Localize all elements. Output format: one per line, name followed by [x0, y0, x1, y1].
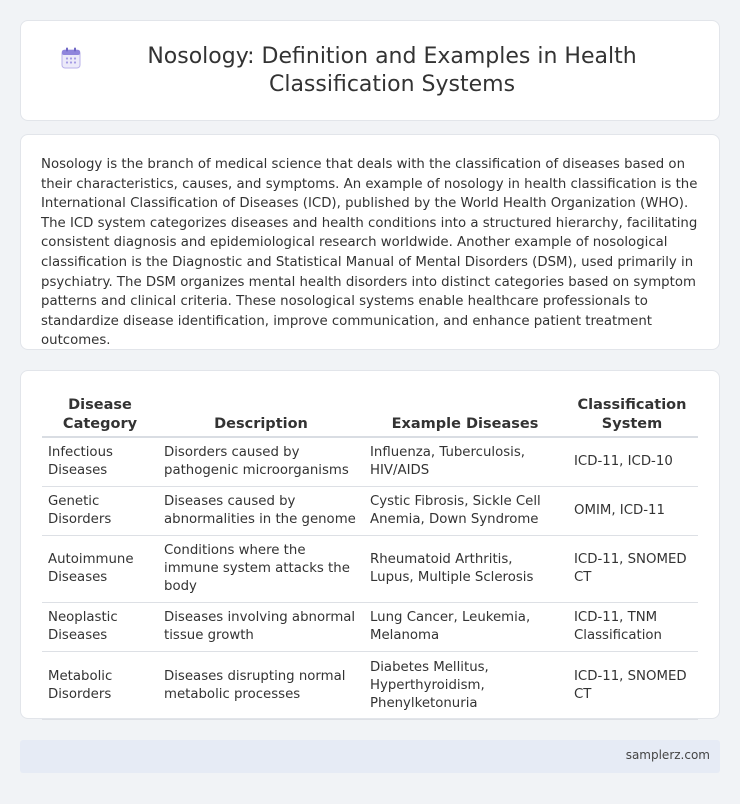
table-header-row: [42, 390, 698, 438]
cell-category: Metabolic Disorders: [42, 652, 158, 720]
title-card: [20, 20, 720, 121]
cell-examples: Influenza, Tuberculosis, HIV/AIDS: [364, 438, 566, 487]
cell-system: ICD-11, ICD-10: [566, 438, 698, 487]
header-example-diseases: Example Diseases: [364, 390, 566, 438]
table-row: [42, 603, 698, 652]
table-row: [42, 536, 698, 603]
cell-examples: Lung Cancer, Leukemia, Melanoma: [364, 603, 566, 652]
cell-category: Genetic Disorders: [42, 487, 158, 536]
cell-description: Diseases caused by abnormalities in the genome: [158, 487, 364, 536]
header-disease-category: Disease Category: [42, 390, 158, 438]
table-card: [20, 370, 720, 719]
cell-system: OMIM, ICD-11: [566, 487, 698, 536]
cell-system: ICD-11, TNM Classification: [566, 603, 698, 652]
footer: [20, 740, 720, 773]
table-row: [42, 652, 698, 720]
table-row: [42, 438, 698, 487]
cell-description: Disorders caused by pathogenic microorganisms: [158, 438, 364, 487]
table-row: [42, 487, 698, 536]
cell-system: ICD-11, SNOMED CT: [566, 652, 698, 720]
cell-description: Conditions where the immune system attacks the body: [158, 536, 364, 603]
intro-card: [20, 134, 720, 350]
cell-examples: Cystic Fibrosis, Sickle Cell Anemia, Down Syndrome: [364, 487, 566, 536]
cell-examples: Diabetes Mellitus, Hyperthyroidism, Phenylketonuria: [364, 652, 566, 720]
cell-examples: Rheumatoid Arthritis, Lupus, Multiple Sclerosis: [364, 536, 566, 603]
classification-table: [42, 390, 698, 720]
footer-site-link[interactable]: samplerz.com: [625, 748, 710, 762]
cell-system: ICD-11, SNOMED CT: [566, 536, 698, 603]
calendar-icon: [61, 47, 81, 69]
intro-paragraph: Nosology is the branch of medical science that deals with the classification of diseases based on their characteristics, causes, and symptoms. An example of nosology in health classification is the International Classification of Diseases (ICD), published by the World Health Organization (WHO). The ICD system categorizes diseases and health conditions into a structured hierarchy, facilitating consistent diagnosis and epidemiological research worldwide. Another example of nosological classification is the Diagnostic and Statistical Manual of Mental Disorders (DSM), used primarily in psychiatry. The DSM organizes mental health disorders into distinct categories based on symptom patterns and clinical criteria. These nosological systems enable healthcare professionals to standardize disease identification, improve communication, and enhance patient treatment outcomes.: [41, 157, 698, 349]
title-wrap: [21, 21, 719, 120]
header-description: Description: [158, 390, 364, 438]
cell-category: Infectious Diseases: [42, 438, 158, 487]
cell-description: Diseases disrupting normal metabolic processes: [158, 652, 364, 720]
cell-description: Diseases involving abnormal tissue growth: [158, 603, 364, 652]
page-title: Nosology: Definition and Examples in Health Classification Systems: [147, 43, 637, 97]
cell-category: Neoplastic Diseases: [42, 603, 158, 652]
cell-category: Autoimmune Diseases: [42, 536, 158, 603]
header-classification-system: Classification System: [566, 390, 698, 438]
